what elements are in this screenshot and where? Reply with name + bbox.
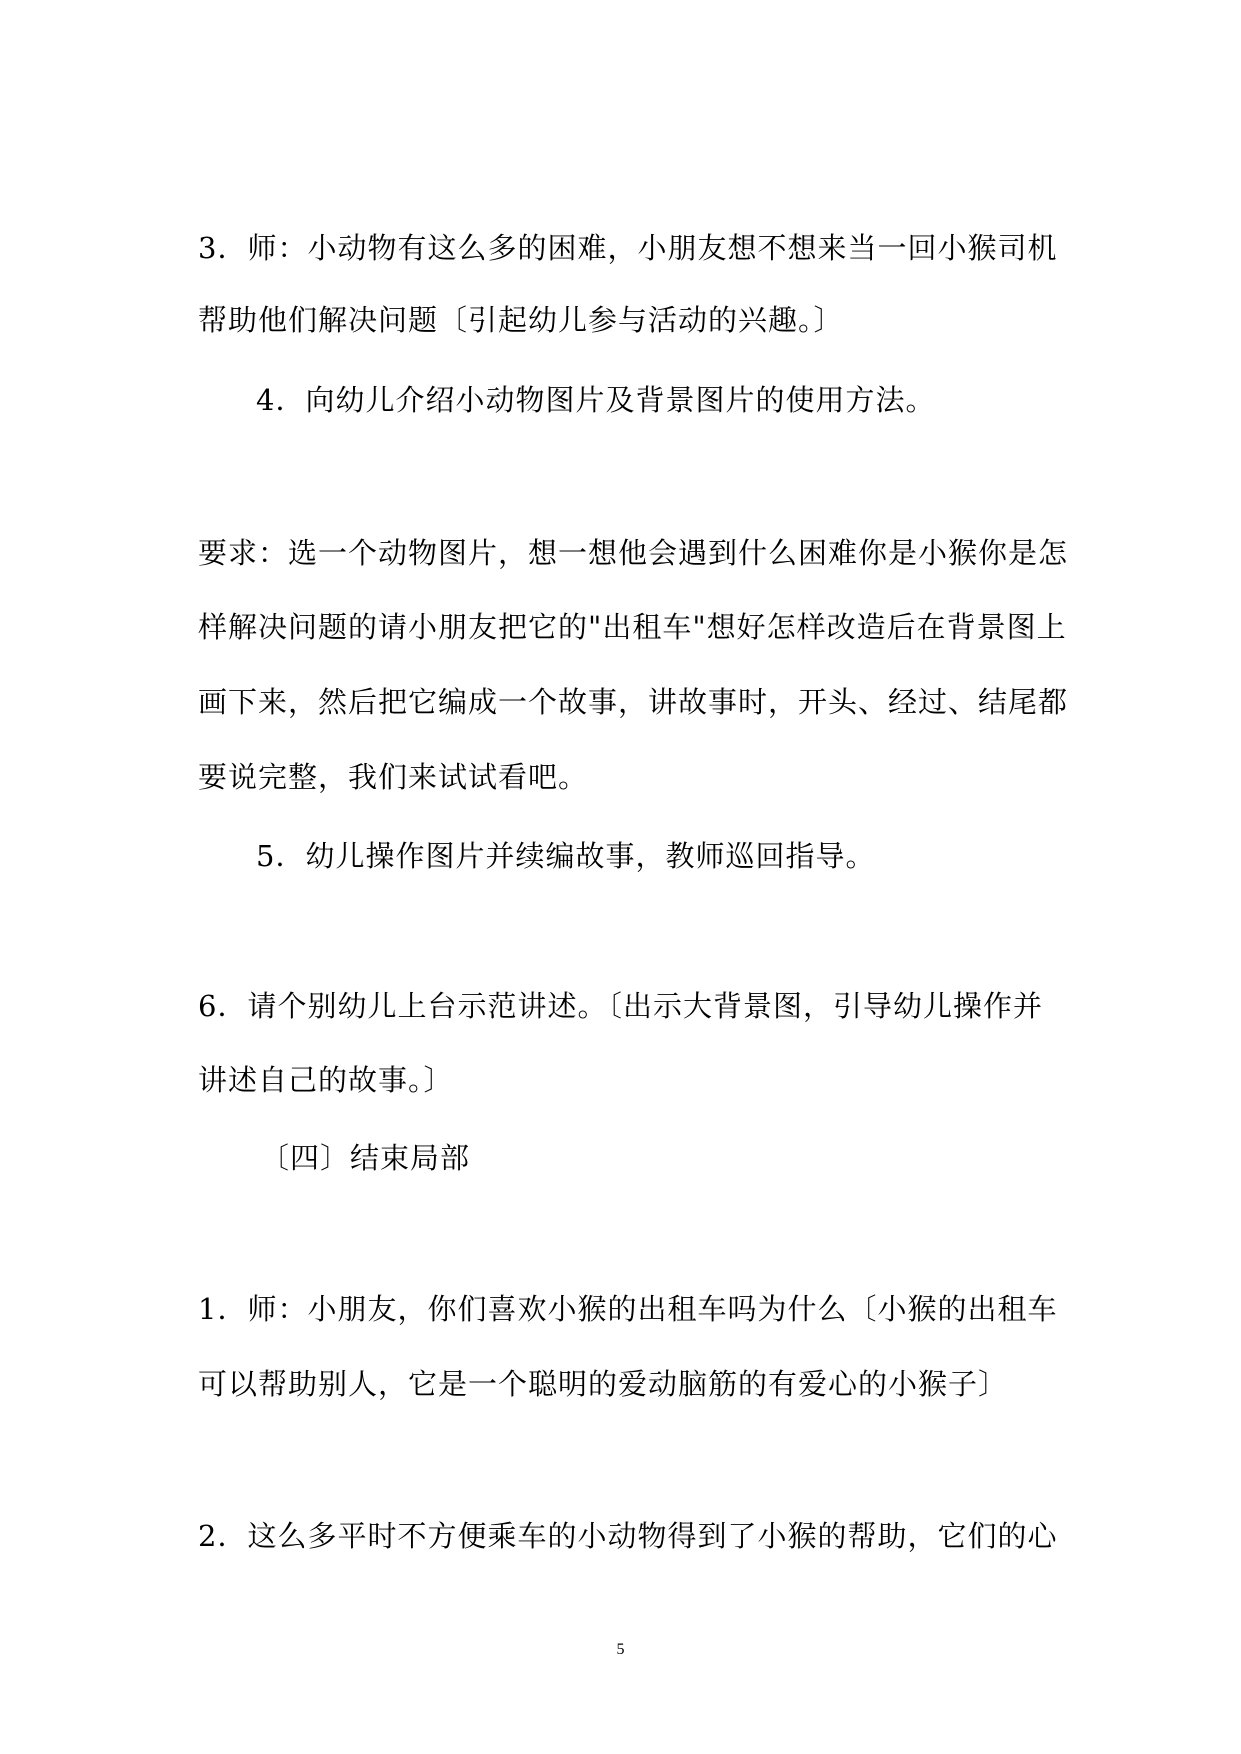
paragraph-line: 要说完整，我们来试试看吧。 [198, 760, 589, 794]
paragraph-line: 4．向幼儿介绍小动物图片及背景图片的使用方法。 [256, 383, 936, 417]
paragraph-line: 5．幼儿操作图片并续编故事，教师巡回指导。 [256, 839, 876, 873]
page-number: 5 [616, 1641, 625, 1658]
paragraph-line: 讲述自己的故事。〕 [198, 1063, 454, 1097]
section-heading: 〔四〕结束局部 [260, 1141, 471, 1175]
paragraph-line: 1．师：小朋友，你们喜欢小猴的出租车吗为什么〔小猴的出租车 [198, 1292, 1058, 1326]
paragraph-line: 3．师：小动物有这么多的困难，小朋友想不想来当一回小猴司机 [198, 231, 1058, 265]
paragraph-line: 6．请个别幼儿上台示范讲述。〔出示大背景图，引导幼儿操作并 [198, 989, 1043, 1023]
paragraph-line: 要求：选一个动物图片，想一想他会遇到什么困难你是小猴你是怎 [198, 536, 1069, 570]
paragraph-line: 画下来，然后把它编成一个故事，讲故事时，开头、经过、结尾都 [198, 685, 1069, 719]
paragraph-line: 可以帮助别人，它是一个聪明的爱动脑筋的有爱心的小猴子〕 [198, 1367, 1009, 1401]
paragraph-line: 帮助他们解决问题〔引起幼儿参与活动的兴趣。〕 [198, 303, 844, 337]
paragraph-line: 2．这么多平时不方便乘车的小动物得到了小猴的帮助，它们的心 [198, 1519, 1058, 1553]
paragraph-line: 样解决问题的请小朋友把它的"出租车"想好怎样改造后在背景图上 [198, 610, 1067, 644]
